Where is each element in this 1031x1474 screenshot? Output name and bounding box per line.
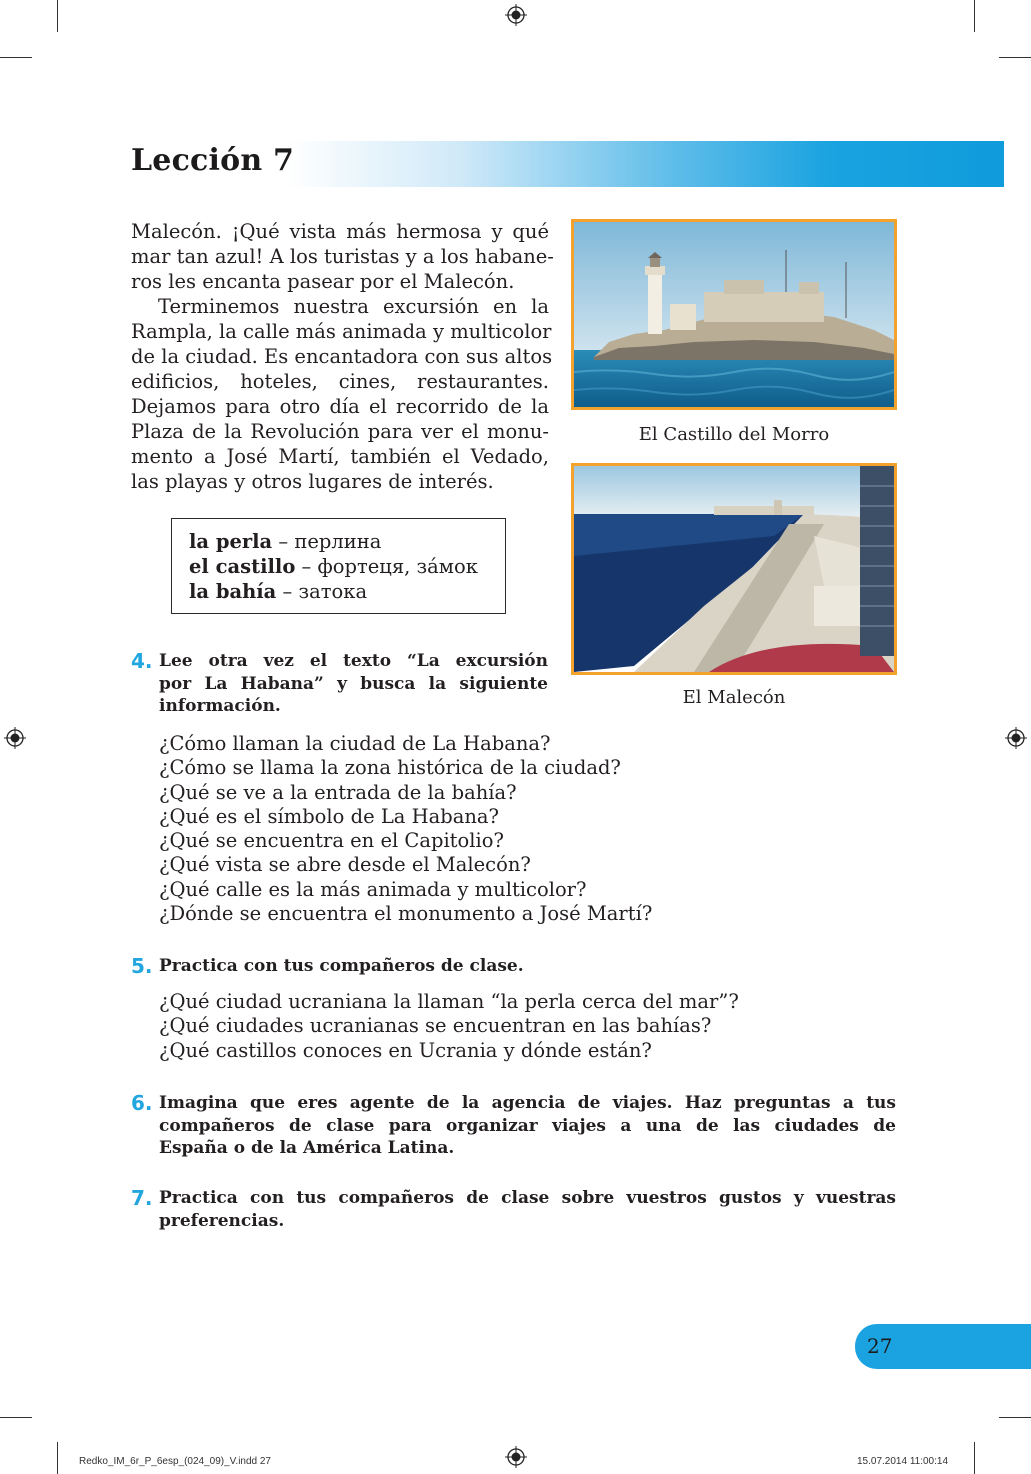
lighthouse-castle-photo [571, 219, 897, 410]
vocab-term: la bahía [189, 580, 277, 603]
vocab-translation: – перлина [272, 530, 382, 553]
vocab-term: el castillo [189, 555, 296, 578]
crop-mark [0, 1417, 32, 1418]
exercise-instruction [159, 650, 548, 718]
vocab-entry [189, 529, 505, 554]
text-line: Plaza de la Revolución para ver el monu- [131, 420, 549, 443]
photo-caption: El Malecón [682, 687, 786, 708]
list-item: ¿Qué es el símbolo de La Habana? [159, 804, 499, 828]
list-item: ¿Dónde se encuentra el monumento a José Martí? [159, 902, 653, 926]
slug-filename: Redko_IM_6r_P_6esp_(024_09)_V.indd 27 [79, 1456, 271, 1467]
text-line: Lee otra vez el texto “La excursión [159, 651, 548, 671]
crop-mark [999, 1417, 1031, 1418]
slug-timestamp: 15.07.2014 11:00:14 [857, 1456, 949, 1467]
photo-caption: El Castillo del Morro [638, 424, 830, 445]
exercise-number: 7. [131, 1186, 153, 1210]
exercise-instruction [159, 1187, 896, 1232]
crop-mark [974, 1442, 975, 1474]
list-item: ¿Qué castillos conoces en Ucrania y dónde están? [159, 1038, 652, 1062]
crop-mark [0, 57, 32, 58]
text-line: Dejamos para otro día el recorrido de la [131, 395, 549, 418]
vocab-entry [189, 579, 505, 604]
exercise-number: 5. [131, 954, 153, 978]
vocab-entry [189, 554, 505, 579]
lesson-title: Lección 7 [131, 143, 295, 178]
list-item: ¿Qué ciudades ucranianas se encuentran en las bahías? [159, 1014, 712, 1038]
exercise-number: 6. [131, 1091, 153, 1115]
list-item: ¿Cómo llaman la ciudad de La Habana? [159, 732, 551, 755]
seafront-promenade-photo [571, 463, 897, 675]
vocab-translation: – затока [276, 580, 368, 603]
list-item: ¿Cómo se llama la zona histórica de la ciudad? [159, 756, 621, 780]
text-line: las playas y otros lugares de interés. [131, 470, 494, 493]
registration-mark-icon [505, 1446, 527, 1468]
text-line: Imagina que eres agente de la agencia de viajes. Haz preguntas a tus [159, 1093, 896, 1113]
text-line: preferencias. [159, 1210, 285, 1231]
list-item: ¿Qué se encuentra en el Capitolio? [159, 829, 504, 853]
text-line: ros les encanta pasear por el Malecón. [131, 270, 515, 293]
text-line: compañeros de clase para organizar viajes a una de las ciudades de [159, 1115, 896, 1136]
text-line: Rampla, la calle más animada y multicolor [131, 320, 552, 343]
exercise-instruction [159, 1092, 896, 1160]
text-line: Malecón. ¡Qué vista más hermosa y qué [131, 220, 549, 243]
text-line: España o de la América Latina. [159, 1138, 455, 1158]
vocabulary-box [171, 518, 506, 614]
list-item: ¿Qué se ve a la entrada de la bahía? [159, 780, 517, 804]
text-line: información. [159, 696, 281, 716]
registration-mark-icon [1005, 727, 1027, 749]
intro-paragraph-1 [131, 219, 554, 294]
text-line: edificios, hoteles, cines, restaurantes. [131, 370, 549, 393]
vocab-term: la perla [189, 530, 273, 553]
intro-paragraph-2 [131, 294, 553, 494]
vocab-translation: – фортеця, зáмок [295, 555, 478, 578]
text-line: Terminemos nuestra excursión en la [158, 295, 549, 318]
text-line: de la ciudad. Es encantadora con sus altos [131, 345, 553, 368]
exercise-number: 4. [131, 649, 153, 673]
list-item: ¿Qué calle es la más animada y multicolor? [159, 877, 587, 901]
list-item: ¿Qué ciudad ucraniana la llaman “la perla cerca del mar”? [159, 990, 739, 1013]
exercise-instruction: Practica con tus compañeros de clase. [159, 956, 524, 976]
question-list [159, 990, 739, 1063]
text-line: mar tan azul! A los turistas y a los habane- [131, 245, 554, 268]
page-number: 27 [867, 1334, 893, 1358]
list-item: ¿Qué vista se abre desde el Malecón? [159, 853, 531, 877]
text-line: Practica con tus compañeros de clase sobre vuestros gustos y vuestras [159, 1188, 896, 1208]
question-list [159, 732, 652, 926]
registration-mark-icon [4, 727, 26, 749]
crop-mark [999, 57, 1031, 58]
registration-mark-icon [505, 4, 527, 26]
text-line: por La Habana” y busca la siguiente [159, 673, 548, 694]
crop-mark [57, 0, 58, 32]
crop-mark [974, 0, 975, 32]
crop-mark [57, 1442, 58, 1474]
text-line: mento a José Martí, también el Vedado, [131, 445, 549, 468]
